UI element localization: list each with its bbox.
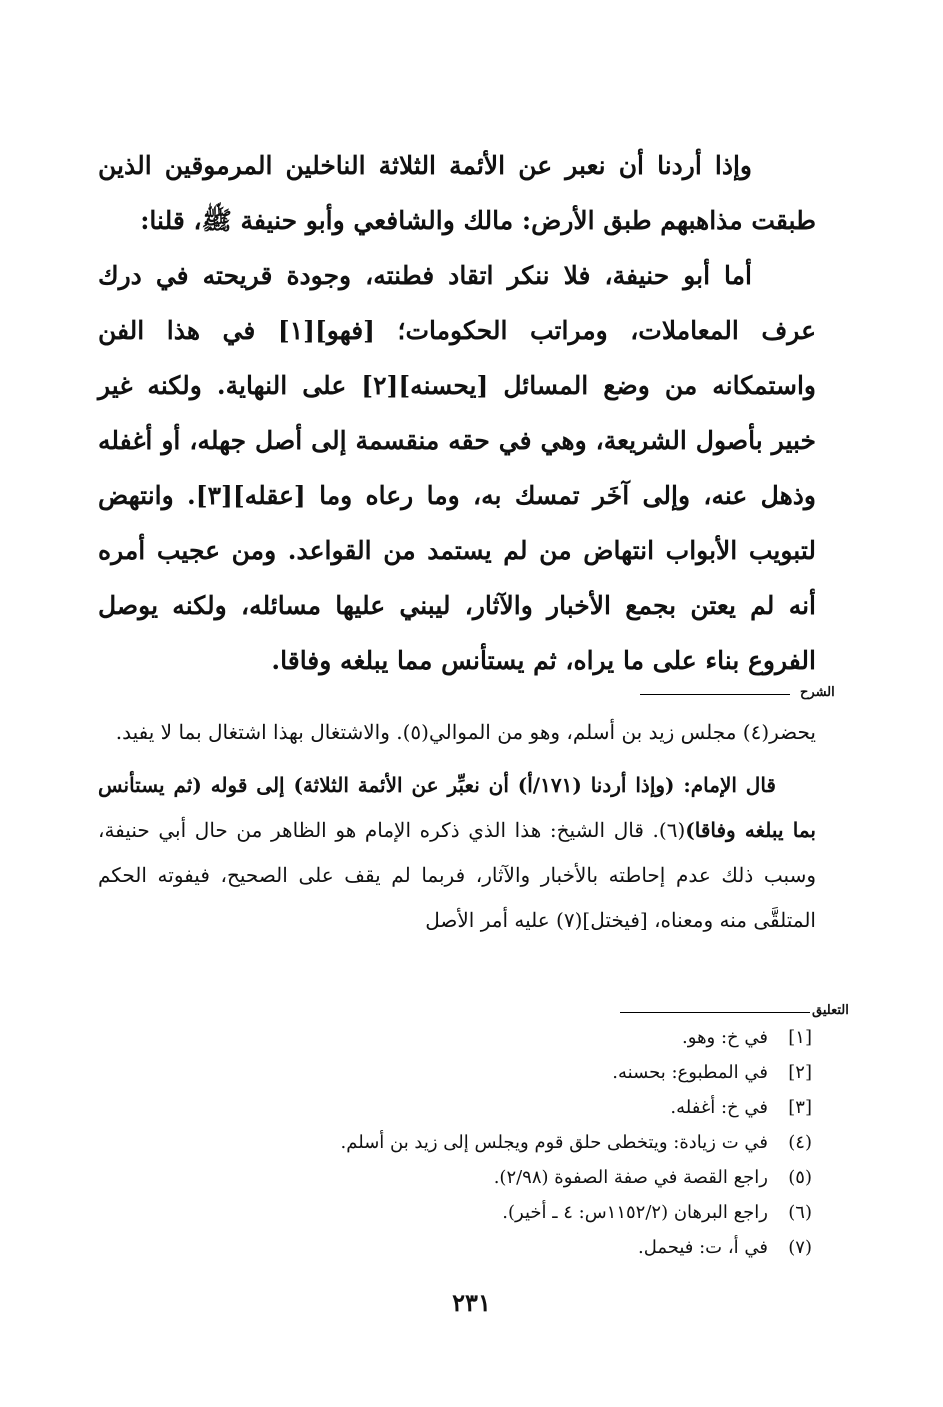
main-paragraph-1: وإذا أردنا أن نعبر عن الأئمة الثلاثة الناخلين المرموقين الذين طبقت مذاهبهم طبق الأرض: مالك والشافعي وأبو حنيفة ﷺ، قلنا:	[98, 151, 816, 235]
commentary-paragraph-1: يحضر(٤) مجلس زيد بن أسلم، وهو من الموالي(٥). والاشتغال بهذا اشتغال بما لا يفيد.	[115, 720, 816, 744]
footnote-text: راجع القصة في صفة الصفوة (٢/٩٨).	[493, 1167, 768, 1188]
footnote-number: [١]	[788, 1027, 812, 1048]
footnote-item	[252, 1020, 812, 1055]
commentary-body: (٦). قال الشيخ: هذا الذي ذكره الإمام هو الظاهر من حال أبي حنيفة، وسبب ذلك عدم إحاطته بالأخبار والآثار، فربما لم يقف على الصحيح، فيفوته الحكم المتلقَّى منه ومعناه، [فيختل](٧) عليه أمر الأصل	[98, 818, 816, 932]
taliq-label: التعليق	[812, 1003, 849, 1018]
footnote-text: راجع البرهان (١١٥٢/٢س: ٤ ـ أخير).	[502, 1202, 768, 1223]
taliq-separator	[620, 1012, 810, 1013]
footnote-text: في خ: وهو.	[682, 1027, 768, 1048]
footnotes	[252, 1020, 812, 1265]
sharh-label: الشرح	[800, 685, 835, 700]
footnote-number: [٢]	[788, 1062, 812, 1083]
commentary-quote: قال الإمام: (وإذا أردنا (١٧١/أ) أن نعبِّر عن الأئمة الثلاثة) إلى قوله (ثم يستأنس بما يبلغه وفاقا)	[98, 773, 816, 842]
footnote-number: (٧)	[788, 1237, 812, 1258]
main-text	[98, 138, 816, 688]
footnote-number: (٦)	[788, 1202, 812, 1223]
footnote-number: (٥)	[788, 1167, 812, 1188]
footnote-text: في ت زيادة: ويتخطى حلق قوم ويجلس إلى زيد بن أسلم.	[340, 1132, 768, 1153]
footnote-text: في أ، ت: فيحمل.	[637, 1237, 768, 1258]
footnote-item	[252, 1125, 812, 1160]
footnote-item	[252, 1195, 812, 1230]
footnote-item	[252, 1160, 812, 1195]
footnote-item	[252, 1090, 812, 1125]
footnote-number: (٤)	[788, 1132, 812, 1153]
footnote-item	[252, 1230, 812, 1265]
footnote-item	[252, 1055, 812, 1090]
commentary-paragraph-2	[98, 763, 816, 943]
commentary-section	[98, 710, 816, 943]
main-paragraph-2: أما أبو حنيفة، فلا ننكر اتقاد فطنته، وجودة قريحته في درك عرف المعاملات، ومراتب الحكومات؛ [فهو][١] في هذا الفن واستمكانه من وضع المسائل [يحسنه][٢] على النهاية. ولكنه غير خبير بأصول الشريعة، وهي في حقه منقسمة إلى أصل جهله، أو أغفله وذهل عنه، وإلى آخَر تمسك به، وما رعاه وما [عقله][٣]. وانتهض لتبويب الأبواب انتهاض من لم يستمد من القواعد. ومن عجيب أمره أنه لم يعتن بجمع الأخبار والآثار، ليبني عليها مسائله، ولكنه يوصل الفروع بناء على ما يراه، ثم يستأنس مما يبلغه وفاقا.	[98, 261, 816, 675]
sharh-separator	[640, 694, 790, 695]
footnote-text: في خ: أغفله.	[670, 1097, 768, 1118]
page-number: ٢٣١	[452, 1288, 491, 1317]
footnote-text: في المطبوع: بحسنه.	[612, 1062, 768, 1083]
footnote-number: [٣]	[788, 1097, 812, 1118]
